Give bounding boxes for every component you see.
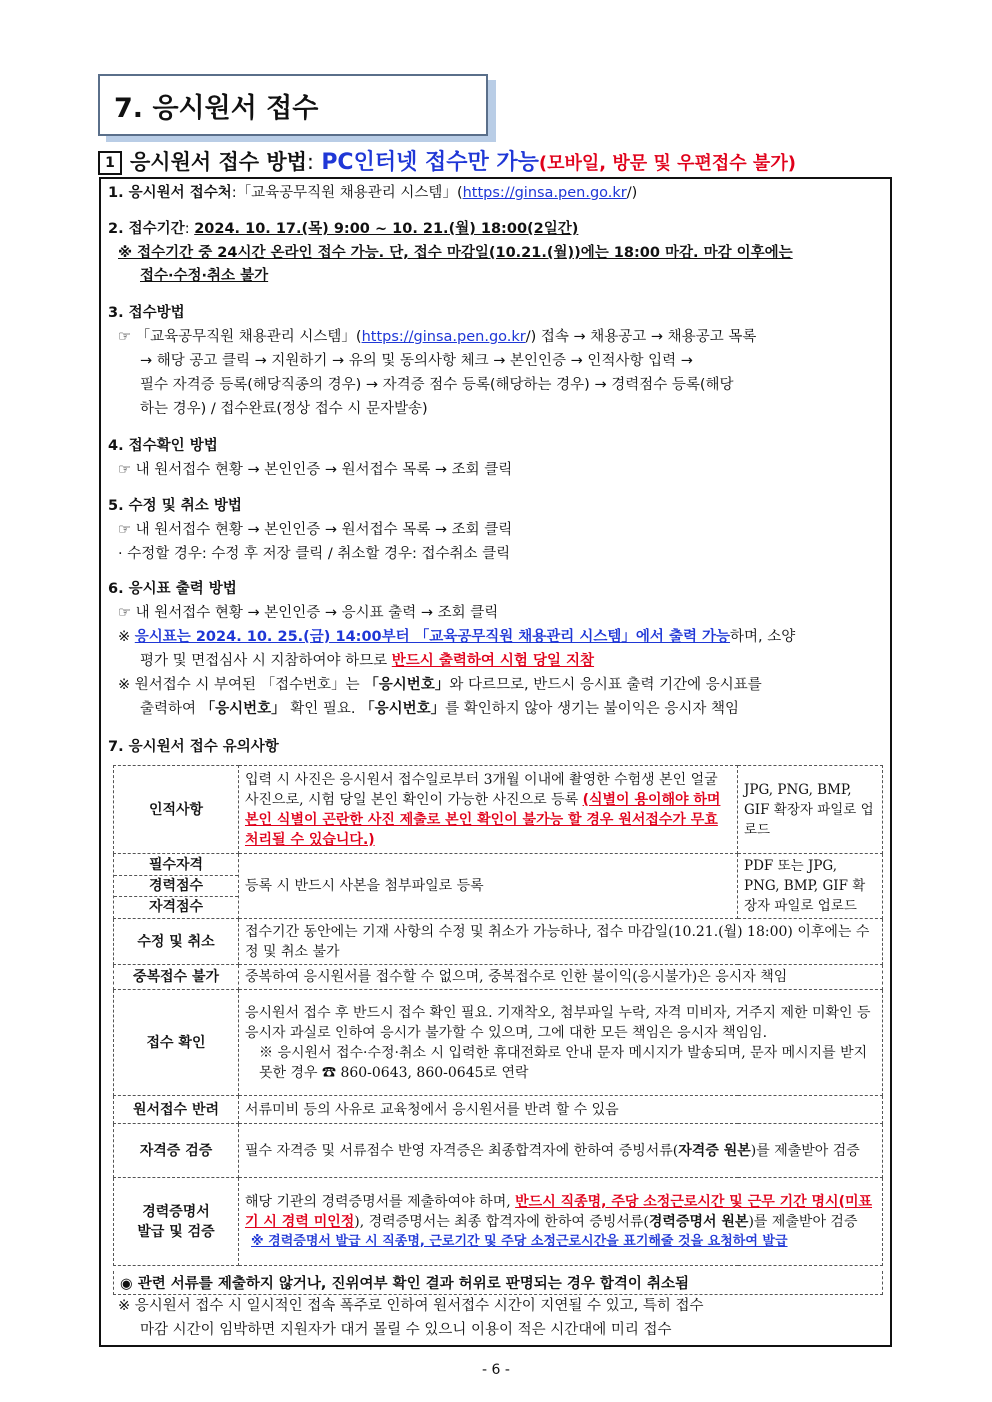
row-text-confirm-1: 응시원서 접수 후 반드시 접수 확인 필요. 기재착오, 첨부파일 누락, 자격 미비자, 거주지 제한 미확인 등 응시자 과실로 인하여 응시가 불가할 수 있으며, 그에 대한 모든 책임은 응시자 책임임. <box>245 1004 871 1041</box>
note-mark: ※ <box>118 629 131 645</box>
row-text-cert-bold: 자격증 원본 <box>678 1142 751 1159</box>
item6-blue-notice: 응시표는 2024. 10. 25.(금) 14:00부터 「교육공무직원 채용관리 시스템」에서 출력 가능 <box>134 629 731 645</box>
page-number: - 6 - <box>482 1362 510 1378</box>
row-text-personal-red: (식별이 용이해야 하며 본인 식별이 곤란한 사진 제출로 본인 확인이 불가능 할 경우 원서접수가 무효 처리될 수 있습니다.) <box>245 791 721 848</box>
row-text-personal-1: 입력 시 사진은 응시원서 접수일로부터 3개월 이내에 촬영한 수험생 본인 얼굴 사진으로, 시험 당일 본인 확인이 가능한 사진으로 등록 <box>245 771 718 808</box>
row-text-cert <box>239 1124 883 1178</box>
row-text-edit: 접수기간 동안에는 기재 사항의 수정 및 취소가 가능하나, 접수 마감일(10.21.(월) 18:00) 이후에는 수정 및 취소 불가 <box>239 919 883 965</box>
row-head-reject: 원서접수 반려 <box>114 1096 239 1124</box>
item3-line2: → 해당 공고 클릭 → 지원하기 → 유의 및 동의사항 체크 → 본인인증 → 인적사항 입력 → <box>140 353 693 369</box>
item6-note2-line2 <box>140 699 739 719</box>
item2-period: 2024. 10. 17.(목) 9:00 ~ 10. 21.(월) 18:00(2일간) <box>194 221 579 237</box>
item1-line <box>108 183 637 203</box>
item6-note2-l2b: 확인 필요. <box>285 701 361 717</box>
item6-head: 6. 응시표 출력 방법 <box>108 581 237 597</box>
item6-note2-l2c: 를 확인하지 않아 생기는 불이익은 응시자 책임 <box>445 701 739 717</box>
table-row <box>114 990 883 1096</box>
item6-note2-l2a: 출력하여 <box>140 701 201 717</box>
row-text-career <box>239 1178 883 1266</box>
item5-line1: ☞ 내 원서접수 현황 → 본인인증 → 원서접수 목록 → 조회 클릭 <box>118 522 513 538</box>
item6-note1 <box>118 627 795 647</box>
item2-head: 2. 접수기간 <box>108 221 185 237</box>
row-text-dup: 중복하여 응시원서를 접수할 수 없으며, 중복접수로 인한 불이익(응시불가)은 응시자 책임 <box>239 965 883 990</box>
item6-note2 <box>118 675 762 695</box>
item2-line: 2. 접수기간: 2024. 10. 17.(목) 9:00 ~ 10. 21.(월) 18:00(2일간) <box>108 221 579 237</box>
method-colon: : <box>306 150 314 174</box>
item3-line4: 하는 경우) / 접수완료(정상 접수 시 문자발송) <box>140 401 428 417</box>
section-title-box <box>98 74 488 136</box>
item6-line1: ☞ 내 원서접수 현황 → 본인인증 → 응시표 출력 → 조회 클릭 <box>118 605 499 621</box>
row-text-confirm <box>239 990 883 1096</box>
table-row <box>114 1124 883 1178</box>
table-row <box>114 766 883 854</box>
item6-note2-bold1: 「응시번호」 <box>364 677 450 693</box>
item5-head: 5. 수정 및 취소 방법 <box>108 498 242 514</box>
row-text-career-1: 해당 기관의 경력증명서를 제출하여야 하며, <box>245 1193 516 1210</box>
row-text-confirm-2: ※ 응시원서 접수·수정·취소 시 입력한 휴대전화로 안내 문자 메시지가 발송되며, 문자 메시지를 받지 못한 경우 ☎ 860-0643, 860-0645로 연락 <box>259 1044 868 1081</box>
item3-line3: 필수 자격증 등록(해당직종의 경우) → 자격증 점수 등록(해당하는 경우) → 경력점수 등록(해당 <box>140 377 734 393</box>
item6-note2-l1a: ※ 원서접수 시 부여된 「접수번호」는 <box>118 677 365 693</box>
row-text-career-3: )를 제출받아 검증 <box>748 1213 858 1230</box>
row-side-qual: PDF 또는 JPG, PNG, BMP, GIF 확장자 파일로 업로드 <box>738 854 883 919</box>
item7-head: 7. 응시원서 접수 유의사항 <box>108 739 279 755</box>
item6-note2-l1b: 와 다르므로, 반드시 응시표 출력 기간에 응시표를 <box>449 677 762 693</box>
item3-head: 3. 접수방법 <box>108 305 185 321</box>
row-head-career <box>114 1178 239 1266</box>
item6-note2-bold2: 「응시번호」 <box>200 701 286 717</box>
row-head-confirm: 접수 확인 <box>114 990 239 1096</box>
row-text-cert-1: 필수 자격증 및 서류점수 반영 자격증은 최종합격자에 한하여 증빙서류( <box>245 1142 679 1159</box>
table-row <box>114 1178 883 1266</box>
row-head-career-2: 발급 및 검증 <box>137 1223 215 1240</box>
item3-l1a: ☞ 「교육공무직원 채용관리 시스템」( <box>118 329 362 345</box>
method-highlight: PC인터넷 접수만 가능 <box>321 150 539 175</box>
row-head-edit: 수정 및 취소 <box>114 919 239 965</box>
item3-line1 <box>118 327 756 347</box>
item5-line2: · 수정할 경우: 수정 후 저장 클릭 / 취소할 경우: 접수취소 클릭 <box>118 546 511 562</box>
row-text-qual: 등록 시 반드시 사본을 첨부파일로 등록 <box>239 854 738 919</box>
method-label: 응시원서 접수 방법 <box>130 150 307 174</box>
row-text-reject: 서류미비 등의 사유로 교육청에서 응시원서를 반려 할 수 있음 <box>239 1096 883 1124</box>
table-row <box>114 1096 883 1124</box>
item2-note2: 접수·수정·취소 불가 <box>140 268 269 284</box>
item6-note1-tail: 하며, 소양 <box>730 629 796 645</box>
item6-note2-bold3: 「응시번호」 <box>360 701 446 717</box>
item2-note1: ※ 접수기간 중 24시간 온라인 접수 가능. 단, 접수 마감일(10.21.(월))에는 18:00 마감. 마감 이후에는 <box>118 245 793 261</box>
item1-head: 1. 응시원서 접수처 <box>108 185 232 201</box>
item3-l1b: /) 접속 → 채용공고 → 채용공고 목록 <box>525 329 757 345</box>
table-row <box>114 965 883 990</box>
item4-head: 4. 접수확인 방법 <box>108 438 218 454</box>
item3-link[interactable]: https://ginsa.pen.go.kr <box>361 329 526 345</box>
row-head-personal: 인적사항 <box>114 766 239 854</box>
row-head-qual-3: 자격점수 <box>148 899 204 915</box>
checkbox-marker: 1 <box>98 151 122 175</box>
item6-note1-l2a: 평가 및 면접심사 시 지참하여야 하므로 <box>140 653 392 669</box>
row-text-career-note: ※ 경력증명서 발급 시 직종명, 근로기간 및 주당 소정근로시간을 표기해줄 것을 요청하여 발급 <box>251 1233 788 1249</box>
row-side-personal: JPG, PNG, BMP, GIF 확장자 파일로 업로드 <box>738 766 883 854</box>
row-text-cert-2: )를 제출받아 검증 <box>750 1142 860 1159</box>
row-head-dup: 중복접수 불가 <box>114 965 239 990</box>
row-head-cert: 자격증 검증 <box>114 1124 239 1178</box>
item1-text: :「교육공무직원 채용관리 시스템」( <box>231 185 463 201</box>
row-head-qual <box>114 854 239 919</box>
item4-line1: ☞ 내 원서접수 현황 → 본인인증 → 원서접수 목록 → 조회 클릭 <box>118 462 513 478</box>
final-note: ◉ 관련 서류를 제출하지 않거나, 진위여부 확인 결과 허위로 판명되는 경우 합격이 취소됨 <box>113 1271 883 1295</box>
table-row <box>114 919 883 965</box>
method-note: (모바일, 방문 및 우편접수 불가) <box>538 153 796 174</box>
bottom-note-2: 마감 시간이 임박하면 지원자가 대거 몰릴 수 있으니 이용이 적은 시간대에 미리 접수 <box>140 1322 672 1338</box>
table-row <box>114 854 883 919</box>
notes-table <box>113 765 883 1266</box>
row-head-qual-1: 필수자격 <box>114 855 238 876</box>
section-title: 7. 응시원서 접수 <box>114 93 319 124</box>
item1-tail: /) <box>626 185 638 201</box>
row-text-career-red: 반드시 직종명, 주당 소정근로시간 및 근무 기간 명시(미표기 시 경력 미인정 <box>245 1193 873 1230</box>
row-head-career-1: 경력증명서 <box>142 1203 210 1220</box>
row-text-career-bold: 경력증명서 원본 <box>648 1213 749 1230</box>
row-text-career-2: ), 경력증명서는 최종 합격자에 한하여 증빙서류( <box>354 1213 649 1230</box>
bottom-note-1: ※ 응시원서 접수 시 일시적인 접속 폭주로 인하여 원서접수 시간이 지연될 수 있고, 특히 접수 <box>118 1298 704 1314</box>
row-text-personal <box>239 766 738 854</box>
item6-note1-line2 <box>140 651 594 671</box>
item1-link[interactable]: https://ginsa.pen.go.kr <box>462 185 627 201</box>
item6-red-notice: 반드시 출력하여 시험 당일 지참 <box>391 653 595 669</box>
method-heading <box>98 145 796 176</box>
row-head-qual-2: 경력점수 <box>114 876 238 897</box>
